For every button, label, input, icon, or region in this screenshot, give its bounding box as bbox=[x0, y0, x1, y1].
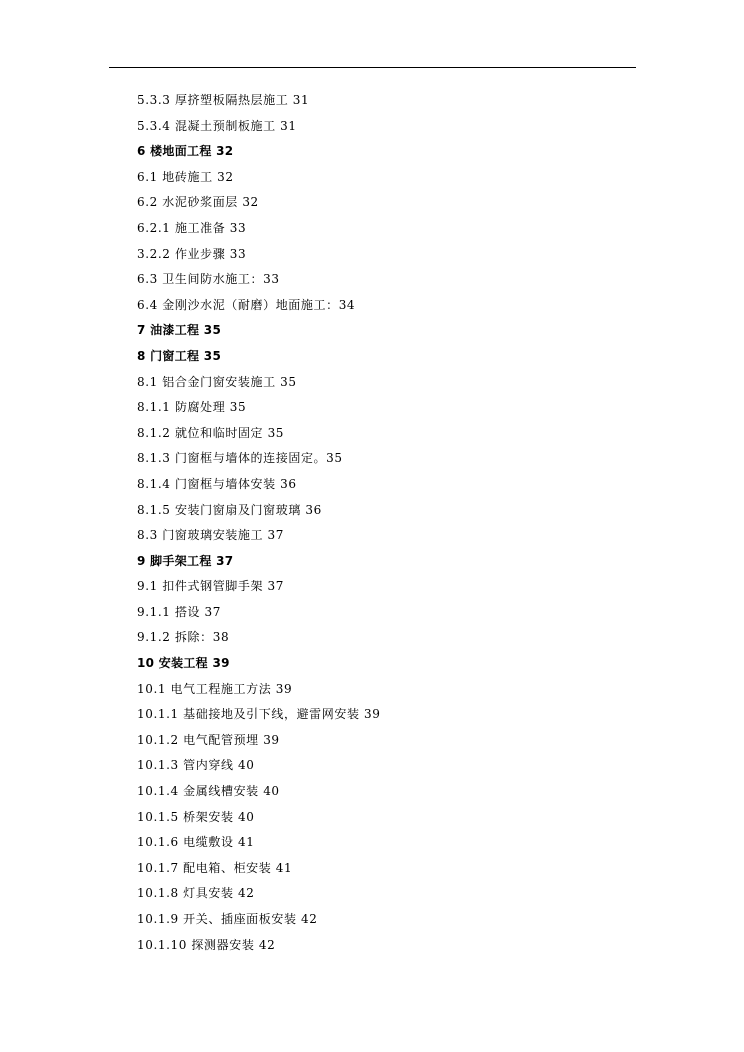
toc-chapter-entry[interactable]: 7 油漆工程 35 bbox=[137, 323, 222, 338]
toc-entry[interactable]: 6.4 金刚沙水泥（耐磨）地面施工：34 bbox=[137, 297, 356, 312]
toc-entry[interactable]: 6.2.1 施工准备 33 bbox=[137, 220, 247, 235]
toc-entry[interactable]: 8.1.1 防腐处理 35 bbox=[137, 400, 247, 415]
toc-chapter-entry[interactable]: 9 脚手架工程 37 bbox=[137, 553, 234, 568]
toc-entry[interactable]: 10.1.6 电缆敷设 41 bbox=[137, 835, 255, 850]
toc-entry[interactable]: 10.1.10 探测器安装 42 bbox=[137, 937, 276, 952]
table-of-contents bbox=[137, 88, 637, 958]
toc-entry[interactable]: 8.1.5 安装门窗扇及门窗玻璃 36 bbox=[137, 502, 322, 517]
toc-entry[interactable]: 5.3.4 混凝土预制板施工 31 bbox=[137, 118, 297, 133]
toc-chapter-entry[interactable]: 10 安装工程 39 bbox=[137, 656, 230, 671]
toc-entry[interactable]: 10.1.9 开关、插座面板安装 42 bbox=[137, 912, 318, 926]
header-rule bbox=[109, 67, 636, 68]
toc-entry[interactable]: 8.1.2 就位和临时固定 35 bbox=[137, 425, 285, 440]
toc-entry[interactable]: 10.1.1 基础接地及引下线，避雷网安装 39 bbox=[137, 707, 381, 722]
toc-entry[interactable]: 10.1.7 配电箱、柜安装 41 bbox=[137, 860, 293, 875]
toc-entry[interactable]: 6.1 地砖施工 32 bbox=[137, 169, 234, 184]
toc-entry[interactable]: 10.1.8 灯具安装 42 bbox=[137, 886, 255, 901]
toc-entry[interactable]: 8.1 铝合金门窗安装施工 35 bbox=[137, 374, 297, 389]
toc-entry[interactable]: 10.1 电气工程施工方法 39 bbox=[137, 681, 293, 696]
toc-entry[interactable]: 3.2.2 作业步骤 33 bbox=[137, 246, 247, 261]
toc-entry[interactable]: 9.1 扣件式钢管脚手架 37 bbox=[137, 579, 284, 594]
toc-entry[interactable]: 10.1.3 管内穿线 40 bbox=[137, 758, 255, 773]
toc-entry[interactable]: 8.3 门窗玻璃安装施工 37 bbox=[137, 528, 284, 543]
toc-entry[interactable]: 10.1.2 电气配管预埋 39 bbox=[137, 732, 280, 747]
toc-entry[interactable]: 8.1.4 门窗框与墙体安装 36 bbox=[137, 476, 297, 491]
toc-entry[interactable]: 8.1.3 门窗框与墙体的连接固定。35 bbox=[137, 451, 343, 466]
toc-entry[interactable]: 10.1.4 金属线槽安装 40 bbox=[137, 784, 280, 799]
toc-entry[interactable]: 10.1.5 桥架安装 40 bbox=[137, 809, 255, 824]
toc-chapter-entry[interactable]: 6 楼地面工程 32 bbox=[137, 144, 234, 159]
toc-entry[interactable]: 9.1.1 搭设 37 bbox=[137, 604, 222, 619]
toc-entry[interactable]: 9.1.2 拆除：38 bbox=[137, 630, 230, 645]
toc-entry[interactable]: 6.3 卫生间防水施工：33 bbox=[137, 272, 280, 287]
toc-entry[interactable]: 6.2 水泥砂浆面层 32 bbox=[137, 195, 259, 210]
toc-entry[interactable]: 5.3.3 厚挤塑板隔热层施工 31 bbox=[137, 93, 310, 107]
toc-chapter-entry[interactable]: 8 门窗工程 35 bbox=[137, 348, 222, 363]
